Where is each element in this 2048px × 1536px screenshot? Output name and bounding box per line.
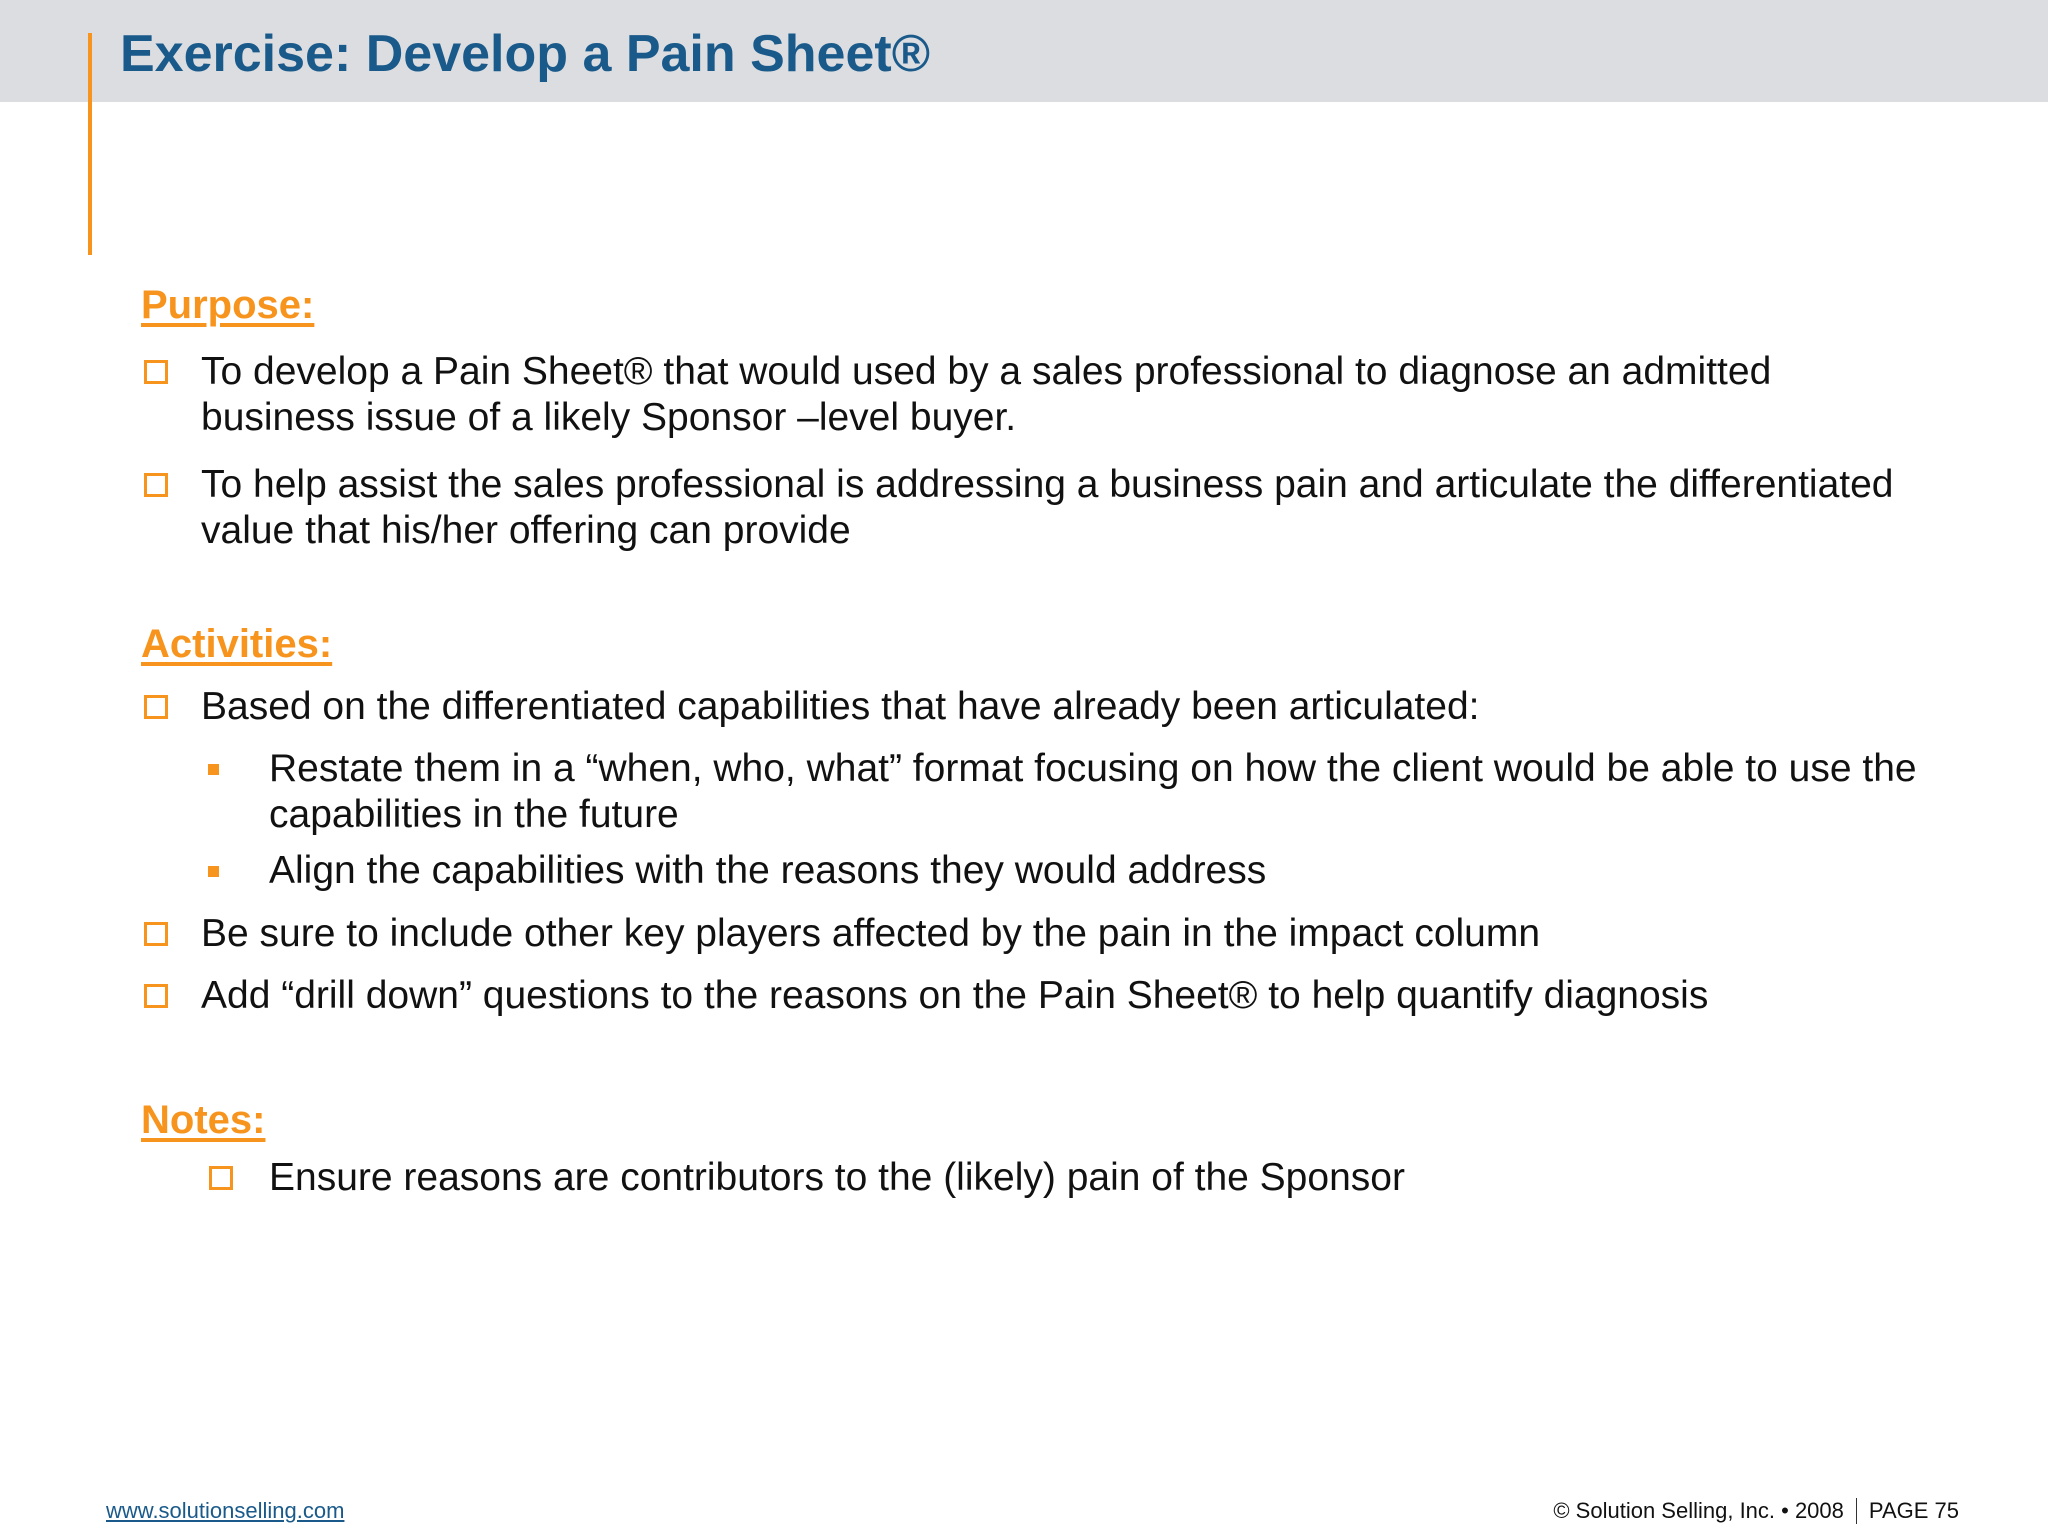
checkbox-bullet-icon xyxy=(144,984,168,1008)
checkbox-bullet-icon xyxy=(144,922,168,946)
checkbox-bullet-icon xyxy=(144,695,168,719)
page-title: Exercise: Develop a Pain Sheet® xyxy=(120,25,931,83)
footer-info xyxy=(1553,1498,1959,1524)
checkbox-bullet-icon xyxy=(144,473,168,497)
activity-subitem: Restate them in a “when, who, what” format focusing on how the client would be able to use the capabilities in the future xyxy=(269,747,1917,836)
notes-heading: Notes: xyxy=(141,1098,266,1142)
notes-item: Ensure reasons are contributors to the (likely) pain of the Sponsor xyxy=(269,1156,1405,1199)
activity-subitem: Align the capabilities with the reasons they would address xyxy=(269,849,1267,892)
purpose-item: To help assist the sales professional is addressing a business pain and articulate the differentiated value that his/her offering can provide xyxy=(201,463,1894,552)
checkbox-bullet-icon xyxy=(144,360,168,384)
copyright-text: © Solution Selling, Inc. • 2008 xyxy=(1553,1498,1844,1523)
website-link[interactable]: www.solutionselling.com xyxy=(106,1498,345,1523)
activity-item: Add “drill down” questions to the reasons on the Pain Sheet® to help quantify diagnosis xyxy=(201,974,1709,1017)
activities-heading: Activities: xyxy=(141,622,333,666)
checkbox-bullet-icon xyxy=(209,1166,233,1190)
page-number: PAGE 75 xyxy=(1868,1498,1959,1523)
purpose-item: To develop a Pain Sheet® that would used by a sales professional to diagnose an admitted business issue of a likely Sponsor –level buyer. xyxy=(201,350,1772,439)
accent-divider xyxy=(88,33,92,255)
square-bullet-icon xyxy=(208,764,219,775)
activity-item: Based on the differentiated capabilities that have already been articulated: xyxy=(201,685,1480,728)
footer-divider xyxy=(1856,1498,1857,1524)
purpose-heading: Purpose: xyxy=(141,283,315,327)
activity-item: Be sure to include other key players affected by the pain in the impact column xyxy=(201,912,1541,955)
square-bullet-icon xyxy=(208,866,219,877)
